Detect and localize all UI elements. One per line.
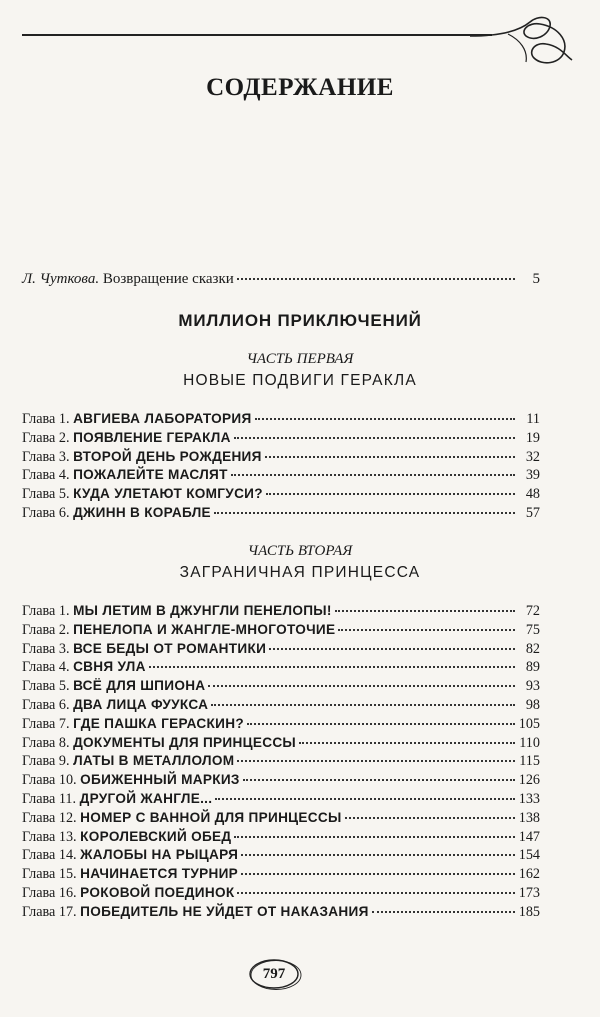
chapter-number: Глава 5. [22,678,70,695]
chapter-title: ЛАТЫ В МЕТАЛЛОЛОМ [73,753,235,769]
chapter-entry [22,466,540,484]
chapter-number: Глава 14. [22,847,77,864]
dot-leader [269,648,515,650]
chapter-title: ДОКУМЕНТЫ ДЛЯ ПРИНЦЕССЫ [73,734,297,750]
chapter-number: Глава 2. [22,429,70,446]
chapter-number: Глава 1. [22,411,70,427]
chapter-title: ДЖИНН В КОРАБЛЕ [73,505,211,520]
chapter-page: 133 [518,791,540,807]
chapter-page: 72 [525,603,540,619]
chapter-number: Глава 15. [22,866,77,883]
intro-author: Л. Чуткова. [22,271,100,287]
dot-leader [241,854,515,856]
chapter-title: СВНЯ УЛА [73,659,146,675]
chapter-title: КОРОЛЕВСКИЙ ОБЕД [80,828,232,844]
chapter-page: 115 [519,753,540,770]
book-title: МИЛЛИОН ПРИКЛЮЧЕНИЙ [178,311,422,330]
chapter-entry [22,884,540,902]
dot-leader [265,456,515,458]
chapter-page: 57 [525,505,540,521]
chapter-title: ГДЕ ПАШКА ГЕРАСКИН? [73,715,244,731]
chapter-title: РОКОВОЙ ПОЕДИНОК [80,885,235,900]
chapter-number: Глава 7. [22,715,70,732]
intro-page: 5 [532,271,540,287]
chapter-page: 82 [525,640,540,657]
dot-leader [237,278,515,280]
chapter-page: 93 [525,678,540,695]
chapter-number: Глава 9. [22,753,70,770]
chapter-entry [22,903,540,921]
chapter-title: ДВА ЛИЦА ФУУКСА [73,697,209,712]
chapter-page: 98 [525,697,540,713]
chapter-title: ПОБЕДИТЕЛЬ НЕ УЙДЕТ ОТ НАКАЗАНИЯ [80,903,369,919]
chapter-entry [22,790,540,808]
chapter-page: 19 [525,429,540,446]
chapter-page: 173 [518,885,540,901]
part-2-title: ЗАГРАНИЧНАЯ ПРИНЦЕССА [179,564,421,581]
dot-leader [338,629,515,631]
chapter-entry [22,448,540,466]
chapter-number: Глава 12. [22,809,77,826]
chapter-number: Глава 13. [22,828,77,845]
chapter-title: ПОЯВЛЕНИЕ ГЕРАКЛА [73,429,231,445]
chapter-page: 110 [519,734,540,751]
chapter-number: Глава 1. [22,603,70,619]
chapter-page: 89 [525,659,540,676]
chapter-entry [22,715,540,733]
chapter-entry [22,658,540,676]
dot-leader [243,779,515,781]
chapter-number: Глава 8. [22,734,70,751]
chapter-title: ВСЁ ДЛЯ ШПИОНА [73,678,206,694]
chapter-entry [22,429,540,447]
dot-leader [215,798,515,800]
dot-leader [335,610,515,612]
chapter-entry [22,640,540,658]
dot-leader [241,873,515,875]
part-1-title: НОВЫЕ ПОДВИГИ ГЕРАКЛА [183,372,417,389]
chapter-entry [22,865,540,883]
chapter-title: ВТОРОЙ ДЕНЬ РОЖДЕНИЯ [73,448,262,464]
dot-leader [255,418,515,420]
chapter-page: 11 [526,411,540,427]
chapter-number: Глава 2. [22,621,70,638]
chapter-entry [22,809,540,827]
page-title: СОДЕРЖАНИЕ [206,74,394,101]
dot-leader [234,437,515,439]
chapter-number: Глава 3. [22,448,70,465]
dot-leader [237,892,515,894]
chapter-page: 185 [518,903,540,920]
top-rule [22,34,492,36]
page-number: 797 [262,966,286,982]
chapter-entry [22,734,540,752]
chapter-page: 32 [525,448,540,465]
chapter-entry [22,696,540,714]
dot-leader [234,836,515,838]
dot-leader [345,817,515,819]
chapter-title: ПОЖАЛЕЙТЕ МАСЛЯТ [73,467,228,483]
dot-leader [299,742,515,744]
intro-text: Возвращение сказки [102,271,234,287]
dot-leader [372,911,515,913]
chapter-title: ЖАЛОБЫ НА РЫЦАРЯ [80,847,239,863]
chapter-number: Глава 10. [22,772,77,789]
dot-leader [149,666,515,668]
corner-flourish-icon [468,12,578,72]
chapter-title: МЫ ЛЕТИМ В ДЖУНГЛИ ПЕНЕЛОПЫ! [73,603,332,618]
dot-leader [214,512,515,514]
chapter-entry [22,677,540,695]
chapter-page: 162 [518,866,540,883]
chapter-page: 39 [525,467,540,484]
chapter-title: АВГИЕВА ЛАБОРАТОРИЯ [73,411,252,426]
chapter-page: 126 [518,772,540,789]
chapter-number: Глава 17. [22,903,77,920]
dot-leader [247,723,515,725]
chapter-entry [22,846,540,864]
chapter-entry [22,504,540,522]
chapter-number: Глава 4. [22,467,70,484]
chapter-number: Глава 16. [22,885,77,901]
chapter-title: ВСЕ БЕДЫ ОТ РОМАНТИКИ [73,640,267,656]
chapter-entry [22,621,540,639]
chapter-entry [22,828,540,846]
intro-entry [22,271,540,288]
chapter-title: ОБИЖЕННЫЙ МАРКИЗ [80,772,240,788]
dot-leader [237,760,515,762]
chapter-number: Глава 11. [22,791,77,807]
page-number-badge [246,957,302,991]
chapter-title: ПЕНЕЛОПА И ЖАНГЛЕ-МНОГОТОЧИЕ [73,621,336,637]
chapter-entry [22,771,540,789]
dot-leader [208,685,515,687]
chapter-entry [22,752,540,770]
dot-leader [231,474,515,476]
chapter-title: НОМЕР С ВАННОЙ ДЛЯ ПРИНЦЕССЫ [80,809,342,825]
chapter-number: Глава 4. [22,659,70,676]
chapter-title: НАЧИНАЕТСЯ ТУРНИР [80,866,239,882]
chapter-page: 147 [518,828,540,845]
chapter-number: Глава 6. [22,505,70,521]
chapter-entry [22,485,540,503]
chapter-page: 48 [525,486,540,503]
chapter-title: КУДА УЛЕТАЮТ КОМГУСИ? [73,486,263,502]
chapter-page: 154 [518,847,540,864]
chapter-page: 138 [518,809,540,826]
part-1-label: ЧАСТЬ ПЕРВАЯ [246,351,354,367]
chapter-entry [22,602,540,620]
chapter-page: 105 [518,715,540,732]
chapter-entry [22,410,540,428]
chapter-number: Глава 3. [22,640,70,657]
chapter-number: Глава 5. [22,486,70,503]
dot-leader [211,704,515,706]
part-2-label: ЧАСТЬ ВТОРАЯ [247,543,353,559]
chapter-title: ДРУГОЙ ЖАНГЛЕ... [79,791,213,806]
dot-leader [266,493,515,495]
chapter-number: Глава 6. [22,697,70,713]
chapter-page: 75 [525,621,540,638]
